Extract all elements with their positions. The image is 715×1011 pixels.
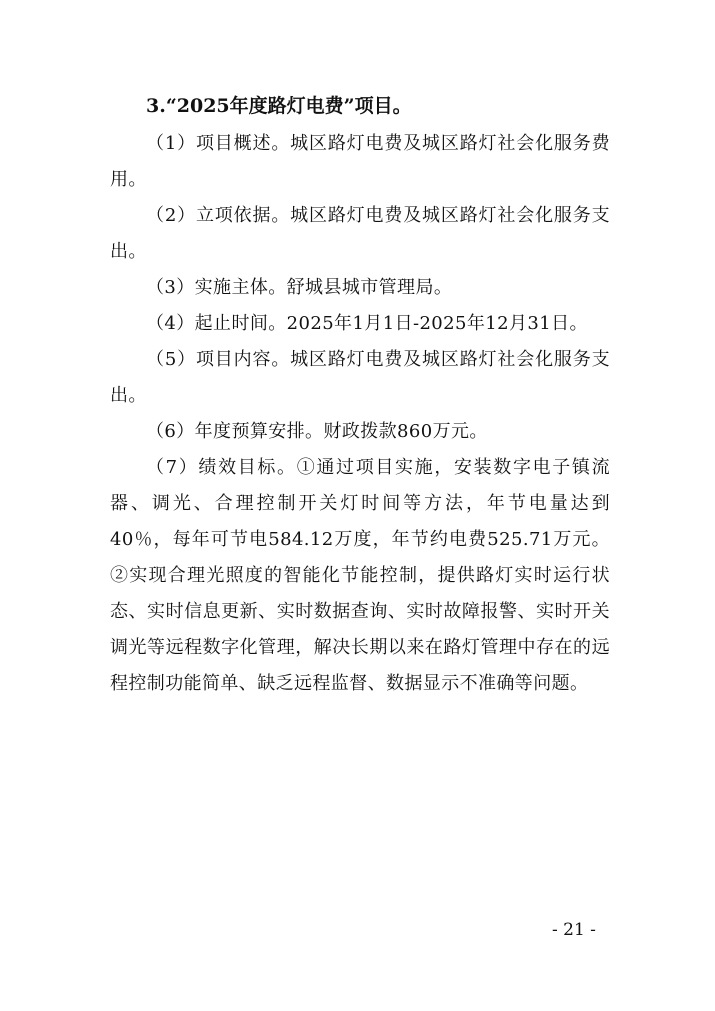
paragraph-project-basis: （2）立项依据。城区路灯电费及城区路灯社会化服务支出。 <box>110 205 610 262</box>
paragraph-project-overview: （1）项目概述。城区路灯电费及城区路灯社会化服务费用。 <box>110 133 610 190</box>
paragraph-performance-goals: （7）绩效目标。①通过项目实施，安装数字电子镇流器、调光、合理控制开关灯时间等方法，年节电量达到40％，每年可节电584.12万度，年节约电费525.71万元。②实现合理光照度的智能化节能控制，提供路灯实时运行状态、实时信息更新、实时数据查询、实时故障报警、实时开关调光等远程数字化管理，解决长期以来在路灯管理中存在的远程控制功能简单、缺乏远程监督、数据显示不准确等问题。 <box>110 457 610 694</box>
section-heading: 3.“2025年度路灯电费”项目。 <box>146 95 412 117</box>
paragraph-implementing-body: （3）实施主体。舒城县城市管理局。 <box>146 277 453 298</box>
page-number: - 21 - <box>552 920 596 940</box>
paragraph-time-period: （4）起止时间。2025年1月1日-2025年12月31日。 <box>146 313 588 334</box>
paragraph-project-content: （5）项目内容。城区路灯电费及城区路灯社会化服务支出。 <box>110 349 610 406</box>
paragraph-annual-budget: （6）年度预算安排。财政拨款860万元。 <box>146 421 488 442</box>
